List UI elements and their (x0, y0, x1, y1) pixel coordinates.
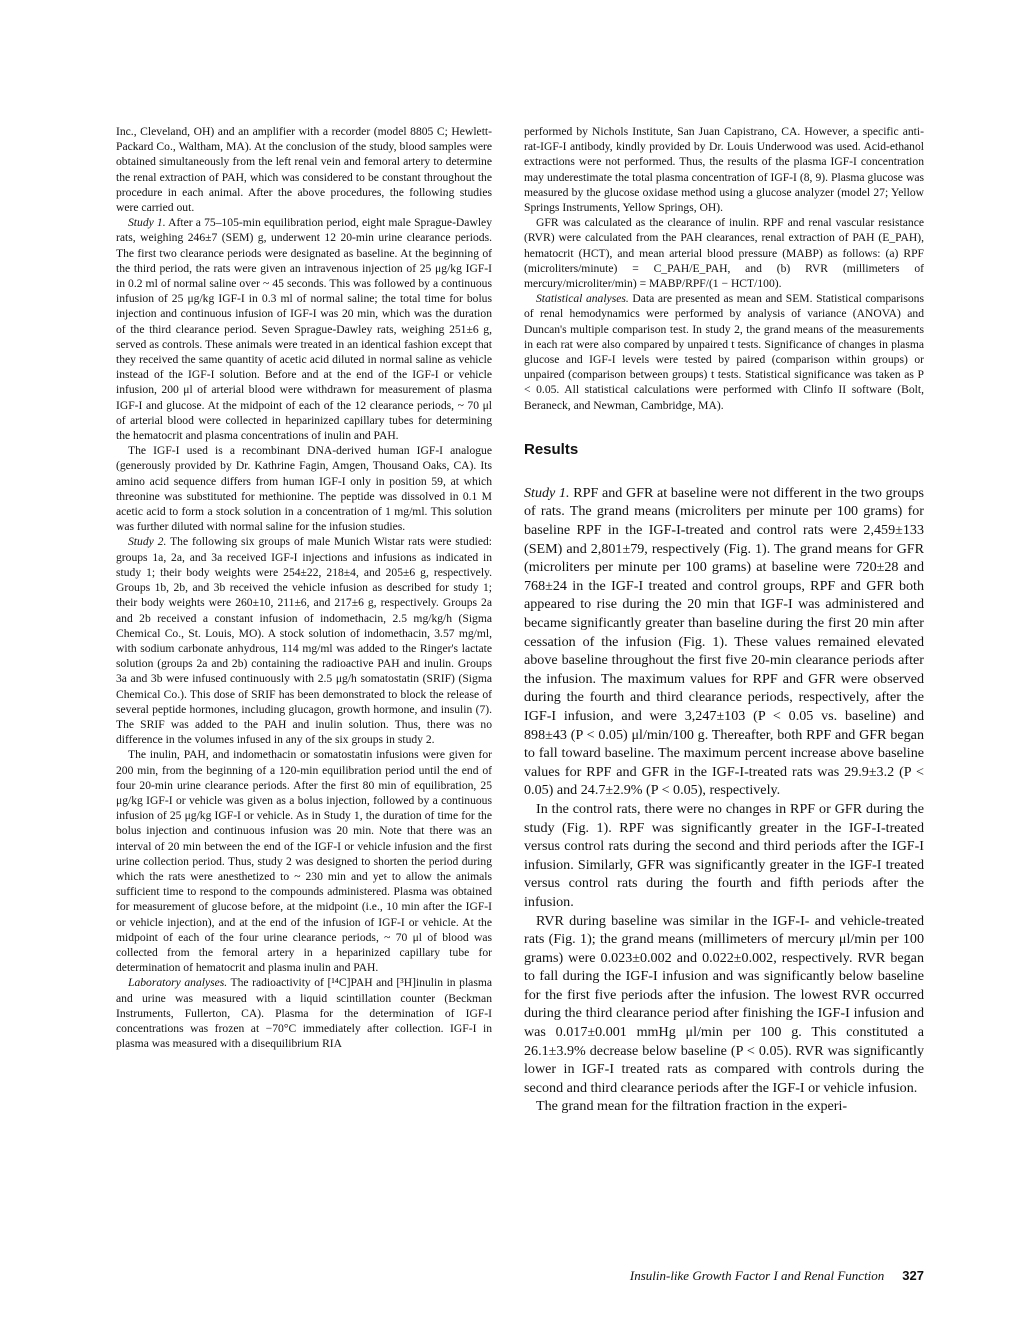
methods-continued (524, 124, 924, 413)
paragraph: The grand mean for the filtration fraction in the experi- (536, 1098, 848, 1115)
paragraph (524, 484, 924, 800)
paragraph: GFR was calculated as the clearance of inulin. RPF and renal vascular resistance (RVR) were calculated from the PAH clearances, renal extraction of PAH (E_PAH), hematocrit (HCT), and mean arterial blood pressure (MABP) as follows: (a) RPF (microliters/minute) = C_PAH/E_PAH, and (b) RVR (millimeters of mercury/microliter/min) = MABP/RPF/(1 − HCT/100). (524, 216, 924, 291)
paragraph-text: Data are presented as mean and SEM. Statistical comparisons of renal hemodynamics were performed by analysis of variance (ANOVA) and Duncan's multiple comparison test. In study 2, the grand means of the measurements in each rat were also compared by unpaired t tests. Significance of changes in plasma glucose and IGF-I levels were tested by paired (comparison within groups) or unpaired (comparison between groups) t tests. Statistical significance was taken as P < 0.05. All statistical calculations were performed with Clinfo II software (Bolt, Beraneck, and Newman, Cambridge, MA). (524, 292, 924, 412)
paragraph (116, 975, 492, 1051)
paragraph-lead: Study 1. (524, 484, 570, 501)
page-number: 327 (902, 1268, 924, 1283)
left-column (116, 124, 492, 1051)
paragraph (116, 534, 492, 747)
paragraph-text: The radioactivity of [¹⁴C]PAH and [³H]inulin in plasma and urine was measured with a liquid scintillation counter (Beckman Instruments, Fullerton, CA). Plasma for the determination of IGF-I concentrations was frozen at −70°C immediately after collection. IGF-I in plasma was measured with a disequilibrium RIA (116, 976, 492, 1051)
running-footer (560, 1268, 924, 1284)
paragraph: Inc., Cleveland, OH) and an amplifier with a recorder (model 8805 C; Hewlett-Packard Co., Waltham, MA). At the conclusion of the study, blood samples were obtained simultaneously from the left renal vein and femoral artery to determine the renal extraction of PAH, which was considered to be constant throughout the procedure in each animal. After the above procedures, the following studies were carried out. (116, 125, 492, 215)
paragraph-text: RPF and GFR at baseline were not different in the two groups of rats. The grand means (microliters per minute per 100 grams) for baseline RPF in the IGF-I-treated and control rats were 2,459±133 (SEM) and 2,801±79, respectively (Fig. 1). The grand means for GFR (microliters per minute per 100 grams) at baseline were 720±28 and 768±24 in the IGF-I treated and control groups, RPF and GFR both appeared to rise during the 20 min that IGF-I was administered and became significantly greater than baseline during the first 20 min after cessation of the infusion (Fig. 1). These values remained elevated above baseline throughout the first five 20-min clearance periods after the infusion. The maximum values for RPF and GFR were observed during the fourth and third clearance periods, respectively, after the IGF-I infusion, and were 3,247±103 (P < 0.05 vs. baseline) and 898±43 (P < 0.05) μl/min/100 g. Thereafter, both RPF and GFR began to fall toward baseline. The maximum percent increase above baseline values for RPF and GFR in the IGF-I-treated rats was 29.9±3.2 (P < 0.05) and 24.7±2.9% (P < 0.05), respectively. (524, 484, 925, 799)
paragraph-lead: Study 2. (128, 535, 167, 549)
paragraph-lead: Statistical analyses. (536, 292, 629, 306)
paragraph: The inulin, PAH, and indomethacin or somatostatin infusions were given for 200 min, from the beginning of a 120-min equilibration period until the end of four 20-min urine clearance periods. After the first 80 min of equilibration, 25 μg/kg IGF-I or vehicle was given as a bolus injection, followed by a continuous infusion of 25 μg/kg IGF-I or vehicle. As in Study 1, the duration of time for the bolus injection and continuous infusion was 20 min. Note that there was an interval of 20 min between the end of the IGF-I or vehicle infusion and the first urine collection period. Thus, study 2 was designed to shorten the period during which the rats were anesthetized to ~ 230 min and yet to allow the animals sufficient time to respond to the compounds administered. Plasma was obtained for measurement of glucose before, at the midpoint (i.e., 10 min after the IGF-I or vehicle injection), and at the end of the infusion of IGF-I or vehicle. At the midpoint of each of the four urine clearance periods, ~ 70 μl of blood was collected from the femoral artery in a heparinized capillary tube for determination of hematocrit and plasma inulin and PAH. (116, 748, 492, 975)
paragraph: performed by Nichols Institute, San Juan Capistrano, CA. However, a specific anti-rat-IGF-I antibody, kindly provided by Dr. Louis Underwood was used. Acid-ethanol extractions were not performed. Thus, the results of the plasma IGF-I concentration may underestimate the total plasma concentration of IGF-I (8, 9). Plasma glucose was measured by the glucose oxidase method using a glucose analyzer (model 27; Yellow Springs Instruments, Yellow Springs, OH). (524, 125, 924, 215)
section-heading-results: Results (524, 440, 579, 458)
paragraph-lead: Study 1. (128, 216, 166, 230)
right-column (524, 124, 924, 1116)
paragraph: The IGF-I used is a recombinant DNA-derived human IGF-I analogue (generously provided by Dr. Kathrine Fagin, Amgen, Thousand Oaks, CA). Its amino acid sequence differs from human IGF-I only in position 59, at which threonine was substituted for methionine. The peptide was dissolved in 0.1 M acetic acid to form a stock solution in a concentration of 1 mg/ml. This solution was further diluted with normal saline for the infusion studies. (116, 444, 492, 534)
paragraph: RVR during baseline was similar in the IGF-I- and vehicle-treated rats (Fig. 1); the grand means (millimeters of mercury μl/min per 100 grams) were 0.023±0.002 and 0.022±0.002, respectively. RVR began to fall during the IGF-I infusion and was significantly below baseline for the first five periods after the infusion. The lowest RVR occurred during the third clearance period after finishing the IGF-I infusion and was 0.017±0.001 mmHg μl/min per 100 g. This constituted a 26.1±3.9% decrease below baseline (P < 0.05). RVR was significantly lower in IGF-I treated rats as compared with controls during the second and third clearance periods after the IGF-I or vehicle infusion. (524, 912, 924, 1096)
footer-title: Insulin-like Growth Factor I and Renal Function (629, 1268, 885, 1283)
paragraph (116, 215, 492, 443)
paragraph-lead: Laboratory analyses. (128, 976, 228, 990)
paragraph (524, 291, 924, 413)
paragraph-text: The following six groups of male Munich Wistar rats were studied: groups 1a, 2a, and 3a received IGF-I injections and infusions as indicated in study 1; their body weights were 254±22, 218±4, and 205±6 g, respectively. Groups 1b, 2b, and 3b received the vehicle infusion as described for study 1; their body weights were 260±10, 211±6, and 217±6 g, respectively. Groups 2a and 2b received a constant infusion of indomethacin, 2.5 mg/kg/h (Sigma Chemical Co., St. Louis, MO). A stock solution of indomethacin, 3.57 mg/ml, with sodium carbonate anhydrous, 114 mg/ml was added to the Ringer's lactate solution (groups 2a and 2b) containing the radioactive PAH and inulin. Groups 3a and 3b were infused continuously with 2.5 μg/h somatostatin (SRIF) (Sigma Chemical Co.). This dose of SRIF has been demonstrated to block the release of several peptide hormones, including glucagon, growth hormone, and insulin (7). The SRIF was added to the PAH and inulin solution. Thus, there was no difference in the volumes infused in any of the six groups in study 2. (116, 535, 492, 747)
paragraph: In the control rats, there were no changes in RPF or GFR during the study (Fig. 1). RPF was significantly greater in the IGF-I-treated versus control rats during the second and third periods after the IGF-I infusion. Similarly, GFR was significantly greater in the IGF-I treated versus control rats during the fourth and fifth periods after the infusion. (524, 800, 924, 910)
results-body (524, 484, 924, 1116)
paragraph-text: After a 75–105-min equilibration period, eight male Sprague-Dawley rats, weighing 246±7 (SEM) g, underwent 12 20-min urine clearance periods. The first two clearance periods were designated as baseline. At the beginning of the third period, the rats were given an intravenous injection of 25 μg/kg IGF-I in 0.2 ml of normal saline over ~ 45 seconds. This was followed by a continuous infusion of 25 μg/kg IGF-I in 0.3 ml of normal saline; the total time for bolus injection and continuous infusion of IGF-I was 20 min, which was the duration of the third clearance period. Seven Sprague-Dawley rats, weighing 251±6 g, served as controls. These animals were treated in an identical fashion except that they received the same quantity of acetic acid diluted in normal saline as vehicle instead of the IGF-I solution. Before and at the end of the IGF-I or vehicle infusion, 200 μl of arterial blood were withdrawn for measurement of plasma IGF-I and glucose. At the midpoint of each of the 12 clearance periods, ~ 70 μl of arterial blood were collected in heparinized capillary tubes for determining the hematocrit and plasma concentrations of inulin and PAH. (116, 216, 492, 443)
